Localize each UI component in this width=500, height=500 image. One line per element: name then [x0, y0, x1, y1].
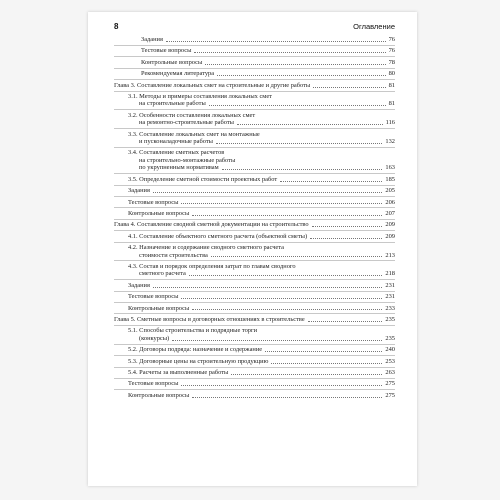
toc-page-number: 275	[385, 391, 395, 399]
divider	[114, 207, 395, 208]
dot-leader	[194, 52, 385, 53]
toc-entry	[114, 187, 395, 194]
toc-entry-line	[128, 335, 395, 342]
toc-entry-line	[128, 187, 395, 194]
dot-leader	[181, 385, 382, 386]
dot-leader	[205, 64, 385, 65]
toc-entry	[114, 131, 395, 146]
toc-entry	[114, 210, 395, 217]
divider	[114, 230, 395, 231]
toc-page-number: 263	[385, 369, 395, 376]
toc-entry	[114, 263, 395, 278]
dot-leader	[237, 124, 383, 125]
toc-entry-title: Глава 4. Составление сводной сметной документации на строительство	[114, 221, 309, 229]
dot-leader	[166, 41, 386, 42]
toc-entry	[114, 244, 395, 259]
toc-entry	[114, 47, 395, 54]
divider	[114, 378, 395, 379]
toc-entry-line	[128, 149, 395, 156]
page-number: 8	[114, 22, 119, 31]
toc-entry-line	[128, 358, 395, 365]
toc-entry-title: 3.4. Составление сметных расчетов	[128, 149, 225, 157]
toc-entry-line	[128, 252, 395, 259]
toc-entry	[114, 305, 395, 312]
dot-leader	[181, 298, 382, 299]
divider	[114, 344, 395, 345]
toc-entry	[114, 358, 395, 365]
toc-entry	[114, 36, 395, 43]
toc-entry-title: по укрупненным нормативам	[139, 164, 219, 172]
toc-page-number: 275	[385, 380, 395, 388]
toc-entry-line	[114, 316, 395, 323]
divider	[114, 313, 395, 314]
divider	[114, 56, 395, 57]
divider	[114, 302, 395, 303]
dot-leader	[231, 374, 382, 375]
toc-page-number: 116	[385, 119, 395, 127]
dot-leader	[265, 351, 382, 352]
toc-entry-title: Тестовые вопросы	[128, 198, 179, 206]
toc-entry-title: 3.5. Определение сметной стоимости проектных работ	[128, 175, 278, 183]
toc-entry-line	[141, 47, 395, 54]
toc-entry-title: Тестовые вопросы	[141, 47, 192, 55]
toc-entry	[114, 93, 395, 108]
toc-page-number: 163	[385, 164, 395, 172]
toc-entry	[114, 392, 395, 399]
toc-entry-title: Тестовые вопросы	[128, 293, 179, 301]
toc-entry-line	[128, 369, 395, 376]
toc-entry-title: Тестовые вопросы	[128, 380, 179, 388]
dot-leader	[271, 363, 382, 364]
toc-page-number: 76	[388, 47, 395, 55]
toc-entry-title: Глава 5. Сметные вопросы в договорных отношениях в строительстве	[114, 315, 305, 323]
divider	[114, 185, 395, 186]
divider	[114, 109, 395, 110]
toc-entry-line	[141, 70, 395, 77]
dot-leader	[192, 397, 382, 398]
toc-entry-line	[141, 59, 395, 66]
toc-entry-title: Контрольные вопросы	[128, 391, 190, 399]
toc-entry-line	[128, 210, 395, 217]
dot-leader	[310, 238, 382, 239]
toc-entry-line	[128, 100, 395, 107]
toc-chapter-entry	[114, 82, 395, 89]
toc-entry-line	[128, 233, 395, 240]
toc-entry-line	[128, 131, 395, 138]
toc-entry-line	[128, 346, 395, 353]
table-of-contents	[114, 36, 395, 399]
toc-entry-line	[128, 112, 395, 119]
divider	[114, 242, 395, 243]
toc-page-number: 235	[385, 315, 395, 323]
dot-leader	[313, 87, 385, 88]
toc-page-number: 76	[388, 36, 395, 43]
toc-entry-line	[128, 293, 395, 300]
toc-entry	[114, 380, 395, 387]
toc-entry-title: 4.1. Составление объектного сметного расчета (объектной сметы)	[128, 232, 308, 240]
toc-entry-title: (конкурсы)	[139, 334, 170, 342]
toc-entry-title: 5.2. Договоры подряда: назначение и содержание	[128, 346, 263, 354]
toc-entry	[114, 112, 395, 127]
toc-page-number: 132	[385, 138, 395, 146]
toc-entry-line	[128, 138, 395, 145]
toc-page-number: 253	[385, 357, 395, 365]
divider	[114, 128, 395, 129]
toc-entry-title: 3.3. Составление локальных смет на монтажные	[128, 130, 260, 138]
dot-leader	[216, 143, 382, 144]
toc-page-number: 231	[385, 281, 395, 289]
toc-entry	[114, 327, 395, 342]
toc-page-number: 207	[385, 209, 395, 217]
toc-entry-line	[128, 392, 395, 399]
toc-page-number: 80	[388, 70, 395, 78]
dot-leader	[192, 309, 382, 310]
divider	[114, 355, 395, 356]
toc-entry-line	[114, 221, 395, 228]
toc-entry-title: Глава 3. Составление локальных смет на строительные и другие работы	[114, 81, 311, 89]
toc-entry-title: на строительные работы	[139, 100, 206, 108]
toc-page-number: 209	[385, 221, 395, 229]
toc-entry-title: сметного расчета	[139, 270, 186, 278]
divider	[114, 147, 395, 148]
toc-entry	[114, 176, 395, 183]
toc-page-number: 235	[385, 334, 395, 342]
divider	[114, 367, 395, 368]
dot-leader	[308, 321, 383, 322]
toc-entry-title: 4.2. Назначение и содержание сводного сметного расчета	[128, 244, 284, 252]
toc-entry-title: на строительно-монтажные работы	[139, 156, 236, 164]
toc-entry-line	[128, 176, 395, 183]
toc-entry-title: Контрольные вопросы	[141, 58, 203, 66]
toc-entry	[114, 233, 395, 240]
toc-entry	[114, 293, 395, 300]
toc-entry-title: Контрольные вопросы	[128, 209, 190, 217]
toc-entry-title: Задания	[141, 36, 163, 43]
dot-leader	[312, 226, 383, 227]
toc-entry-line	[128, 282, 395, 289]
toc-entry-line	[128, 119, 395, 126]
divider	[114, 45, 395, 46]
toc-chapter-entry	[114, 316, 395, 323]
dot-leader	[222, 169, 383, 170]
toc-entry-title: 5.4. Расчеты за выполненные работы	[128, 369, 229, 376]
toc-entry-line	[128, 327, 395, 334]
toc-entry-title: Задания	[128, 281, 150, 289]
toc-entry-title: Контрольные вопросы	[128, 304, 190, 312]
toc-entry-line	[141, 36, 395, 43]
toc-entry-line	[128, 244, 395, 251]
toc-entry-line	[114, 82, 395, 89]
toc-page-number: 233	[385, 304, 395, 312]
toc-page-number: 231	[385, 293, 395, 301]
divider	[114, 79, 395, 80]
toc-entry	[114, 70, 395, 77]
toc-entry-title: 4.3. Состав и порядок определения затрат по главам сводного	[128, 262, 296, 270]
toc-entry-title: Задания	[128, 187, 150, 195]
toc-entry-line	[128, 199, 395, 206]
toc-entry	[114, 369, 395, 376]
toc-entry-title: и пусконаладочные работы	[139, 138, 213, 146]
toc-entry-line	[128, 164, 395, 171]
dot-leader	[189, 275, 383, 276]
dot-leader	[153, 192, 383, 193]
toc-entry-title: 5.1. Способы строительства и подрядные торги	[128, 327, 258, 335]
dot-leader	[217, 75, 386, 76]
divider	[114, 219, 395, 220]
toc-page-number: 81	[388, 81, 395, 89]
toc-entry-line	[128, 270, 395, 277]
dot-leader	[172, 340, 382, 341]
page-header-title: Оглавление	[353, 22, 395, 31]
toc-entry	[114, 149, 395, 171]
toc-entry	[114, 59, 395, 66]
toc-entry	[114, 199, 395, 206]
toc-entry-line	[128, 305, 395, 312]
dot-leader	[153, 287, 383, 288]
toc-entry-title: 5.3. Договорные цены на строительную продукцию	[128, 357, 269, 365]
dot-leader	[211, 256, 383, 257]
toc-entry	[114, 282, 395, 289]
divider	[114, 68, 395, 69]
toc-page-number: 205	[385, 187, 395, 195]
toc-entry-title: Рекомендуемая литература	[141, 70, 215, 78]
toc-page-number: 78	[388, 58, 395, 66]
toc-entry	[114, 346, 395, 353]
divider	[114, 389, 395, 390]
dot-leader	[209, 105, 386, 106]
toc-entry-title: 3.2. Особенности составления локальных смет	[128, 111, 256, 119]
toc-page-number: 213	[385, 251, 395, 259]
toc-entry-line	[128, 380, 395, 387]
divider	[114, 173, 395, 174]
dot-leader	[280, 181, 382, 182]
toc-page-number: 81	[388, 100, 395, 108]
dot-leader	[192, 215, 382, 216]
toc-entry-line	[128, 157, 395, 164]
toc-entry-title: стоимости строительства	[139, 251, 208, 259]
dot-leader	[181, 203, 382, 204]
toc-page-number: 240	[385, 346, 395, 354]
toc-page-number: 209	[385, 232, 395, 240]
toc-chapter-entry	[114, 221, 395, 228]
divider	[114, 91, 395, 92]
divider	[114, 325, 395, 326]
divider	[114, 291, 395, 292]
divider	[114, 196, 395, 197]
toc-entry-line	[128, 93, 395, 100]
divider	[114, 260, 395, 261]
toc-page-number: 218	[385, 270, 395, 278]
book-page	[88, 12, 417, 486]
toc-page-number: 206	[385, 198, 395, 206]
toc-entry-title: на ремонтно-строительные работы	[139, 119, 234, 127]
toc-entry-line	[128, 263, 395, 270]
toc-page-number: 185	[385, 175, 395, 183]
toc-entry-title: 3.1. Методы и примеры составления локальных смет	[128, 93, 272, 101]
divider	[114, 279, 395, 280]
